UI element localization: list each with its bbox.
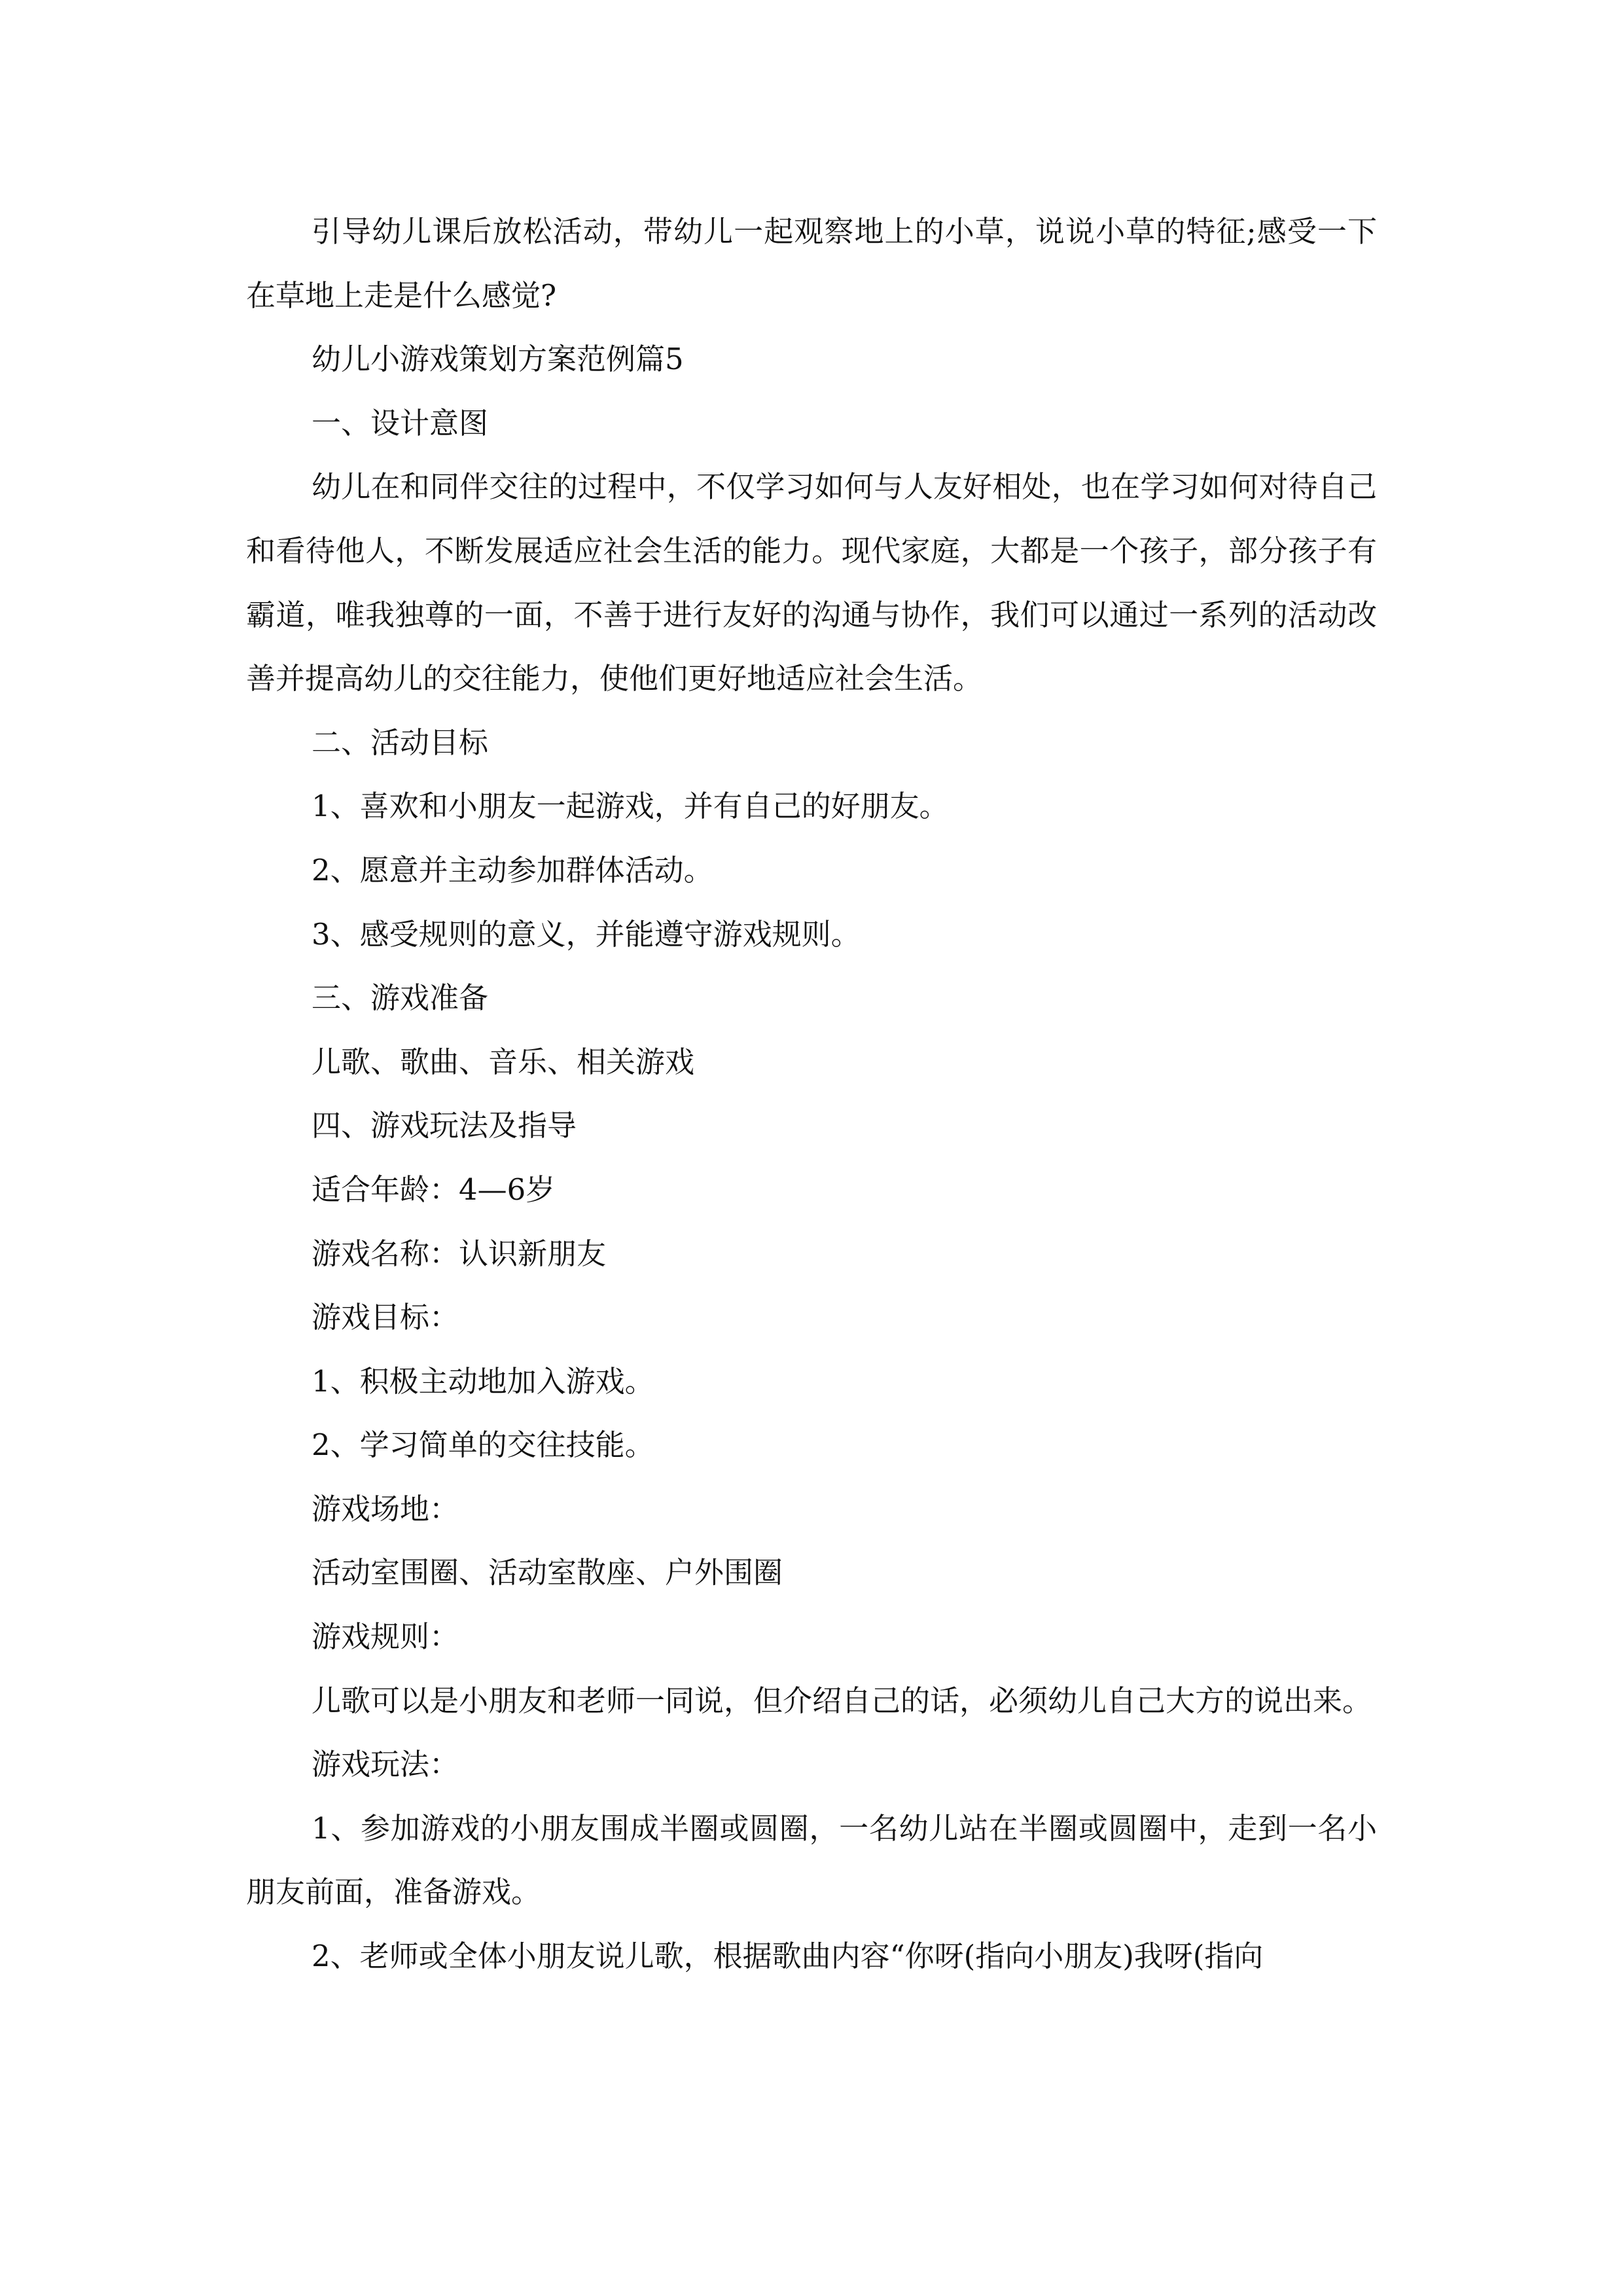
- paragraph-6: 1、喜欢和小朋友一起游戏，并有自己的好朋友。: [312, 789, 949, 824]
- paragraph-16: 2、学习简单的交往技能。: [312, 1427, 654, 1463]
- paragraph-20: 儿歌可以是小朋友和老师一同说，但介绍自己的话，必须幼儿自己大方的说出来。: [312, 1683, 1372, 1718]
- paragraph-2: 幼儿小游戏策划方案范例篇5: [312, 342, 684, 377]
- paragraph-17: 游戏场地：: [312, 1491, 459, 1526]
- paragraph-22: 1、参加游戏的小朋友围成半圈或圆圈，一名幼儿站在半圈或圆圈中，走到一名小朋友前面，准备游戏。: [246, 1810, 1377, 1910]
- paragraph-9: 三、游戏准备: [312, 980, 489, 1016]
- paragraph-18: 活动室围圈、活动室散座、户外围圈: [312, 1555, 783, 1590]
- paragraph-1: 引导幼儿课后放松活动，带幼儿一起观察地上的小草，说说小草的特征;感受一下在草地上走是什么感觉?: [246, 214, 1377, 313]
- paragraph-3: 一、设计意图: [312, 405, 489, 440]
- paragraph-11: 四、游戏玩法及指导: [312, 1108, 577, 1143]
- paragraph-15: 1、积极主动地加入游戏。: [312, 1363, 654, 1399]
- paragraph-5: 二、活动目标: [312, 725, 489, 760]
- paragraph-21: 游戏玩法：: [312, 1747, 459, 1782]
- paragraph-10: 儿歌、歌曲、音乐、相关游戏: [312, 1044, 695, 1079]
- paragraph-12: 适合年龄：4—6岁: [312, 1172, 556, 1207]
- paragraph-13: 游戏名称：认识新朋友: [312, 1236, 607, 1271]
- paragraph-7: 2、愿意并主动参加群体活动。: [312, 852, 713, 888]
- paragraph-8: 3、感受规则的意义，并能遵守游戏规则。: [312, 916, 861, 952]
- paragraph-14: 游戏目标：: [312, 1300, 459, 1335]
- paragraph-19: 游戏规则：: [312, 1619, 459, 1655]
- paragraph-23: 2、老师或全体小朋友说儿歌，根据歌曲内容“你呀(指向小朋友)我呀(指向: [312, 1939, 1264, 1974]
- document-body: [246, 200, 1377, 1988]
- paragraph-4: 幼儿在和同伴交往的过程中，不仅学习如何与人友好相处，也在学习如何对待自己和看待他人，不断发展适应社会生活的能力。现代家庭，大都是一个孩子，部分孩子有霸道，唯我独尊的一面，不善于进行友好的沟通与协作，我们可以通过一系列的活动改善并提高幼儿的交往能力，使他们更好地适应社会生活。: [246, 469, 1377, 696]
